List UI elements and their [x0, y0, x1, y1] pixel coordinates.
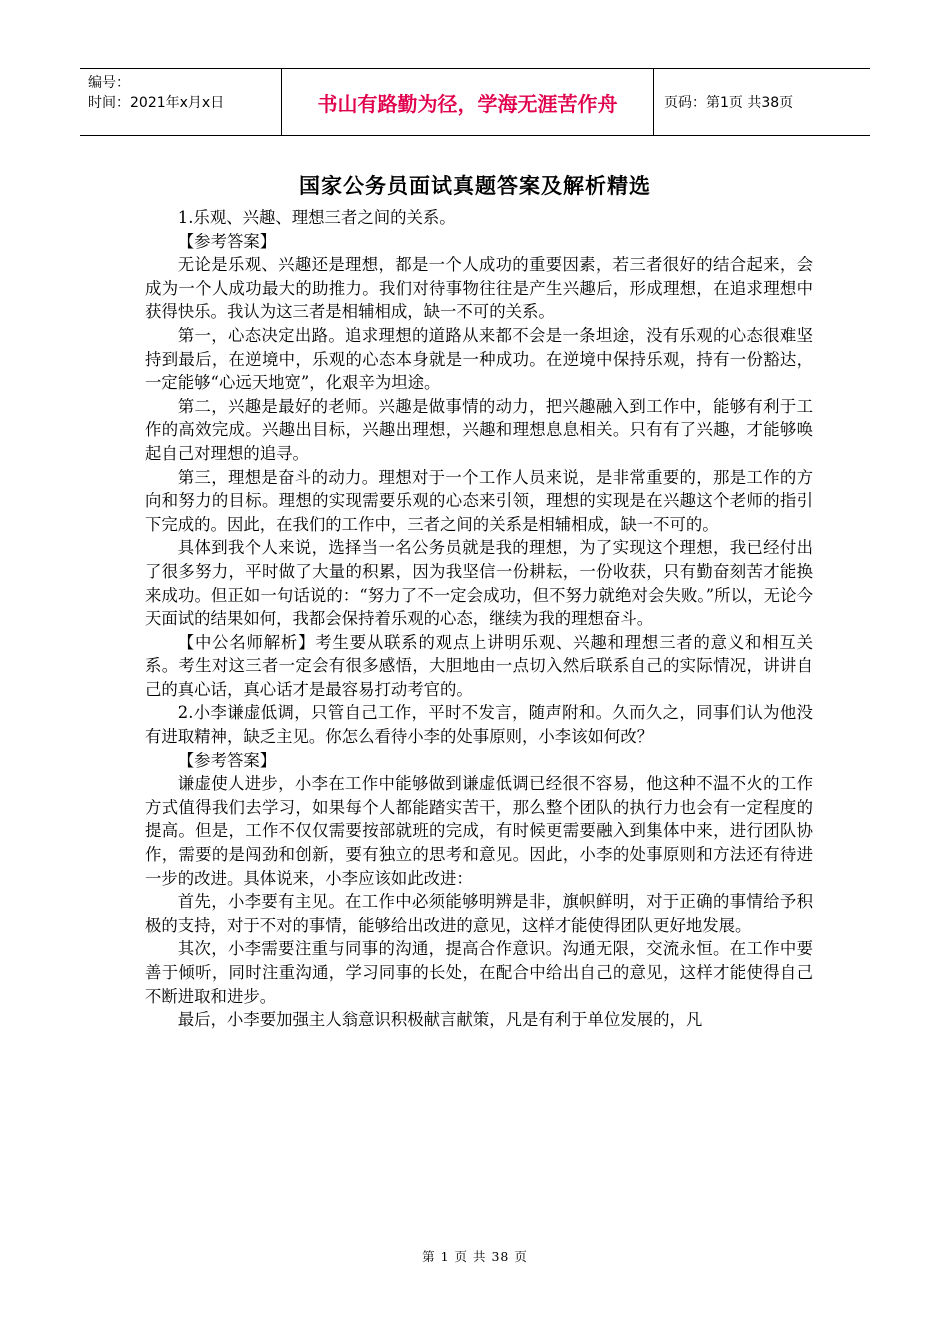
answer-paragraph: 第三，理想是奋斗的动力。理想对于一个工作人员来说，是非常重要的，那是工作的方向和努力的目标。理想的实现需要乐观的心态来引领，理想的实现是在兴趣这个老师的指引下完成的。因此，在我们的工作中，三者之间的关系是相辅相成，缺一不可的。 [145, 467, 813, 534]
document-title: 国家公务员面试真题答案及解析精选 [299, 174, 651, 198]
reference-answer-heading: 【参考答案】 [177, 750, 277, 770]
document-number-label: 编号： [88, 75, 130, 91]
answer-paragraph: 第二，兴趣是最好的老师。兴趣是做事情的动力，把兴趣融入到工作中，能够有利于工作的高效完成。兴趣出目标，兴趣出理想，兴趣和理想息息相关。只有有了兴趣，才能够唤起自己对理想的追寻。 [145, 396, 813, 463]
question-2: 2.小李谦虚低调，只管自己工作，平时不发言，随声附和。久而久之，同事们认为他没有进取精神，缺乏主见。你怎么看待小李的处事原则，小李该如何改？ [145, 703, 813, 747]
answer-paragraph: 第一，心态决定出路。追求理想的道路从来都不会是一条坦途，没有乐观的心态很难坚持到最后，在逆境中，乐观的心态本身就是一种成功。在逆境中保持乐观，持有一份豁达，一定能够“心远天地宽”，化艰辛为坦途。 [145, 325, 813, 393]
answer-paragraph: 首先，小李要有主见。在工作中必须能够明辨是非，旗帜鲜明，对于正确的事情给予积极的支持，对于不对的事情，能够给出改进的意见，这样才能使得团队更好地发展。 [145, 892, 813, 935]
page-footer: 第 1 页 共 38 页 [422, 1249, 528, 1264]
question-1: 1.乐观、兴趣、理想三者之间的关系。 [177, 208, 456, 227]
reference-answer-heading: 【参考答案】 [177, 231, 277, 251]
header-page-info: 页码：第1页 共38页 [664, 95, 794, 111]
header-motto: 书山有路勤为径，学海无涯苦作舟 [282, 69, 654, 135]
document-time-label: 时间：2021年x月x日 [88, 95, 225, 111]
answer-paragraph: 谦虚使人进步，小李在工作中能够做到谦虚低调已经很不容易，他这种不温不火的工作方式值得我们去学习，如果每个人都能踏实苦干，那么整个团队的执行力也会有一定程度的提高。但是，工作不仅仅需要按部就班的完成，有时候更需要融入到集体中来，进行团队协作，需要的是闯劲和创新，要有独立的思考和意见。因此，小李的处事原则和方法还有待进一步的改进。具体说来，小李应该如此改进： [145, 774, 813, 888]
answer-paragraph: 具体到我个人来说，选择当一名公务员就是我的理想，为了实现这个理想，我已经付出了很多努力，平时做了大量的积累，因为我坚信一份耕耘，一份收获，只有勤奋刻苦才能换来成功。但正如一句话说的：“努力了不一定会成功，但不努力就绝对会失败。”所以，无论今天面试的结果如何，我都会保持着乐观的心态，继续为我的理想奋斗。 [145, 538, 813, 629]
header-table [80, 68, 870, 136]
answer-paragraph: 其次，小李需要注重与同事的沟通，提高合作意识。沟通无限，交流永恒。在工作中要善于倾听，同时注重沟通，学习同事的长处，在配合中给出自己的意见，这样才能使得自己不断进取和进步。 [145, 939, 813, 1006]
document-body [145, 206, 813, 1032]
answer-paragraph: 无论是乐观、兴趣还是理想，都是一个人成功的重要因素，若三者很好的结合起来，会成为一个人成功最大的助推力。我们对待事物往往是产生兴趣后，形成理想，在追求理想中获得快乐。我认为这三者是相辅相成，缺一不可的关系。 [145, 255, 813, 322]
header-meta [80, 69, 282, 135]
analysis-paragraph: 【中公名师解析】考生要从联系的观点上讲明乐观、兴趣和理想三者的意义和相互关系。考生对这三者一定会有很多感悟，大胆地由一点切入然后联系自己的实际情况，讲讲自己的真心话，真心话才是最容易打动考官的。 [145, 632, 813, 699]
answer-paragraph: 最后，小李要加强主人翁意识积极献言献策，凡是有利于单位发展的，凡 [177, 1010, 703, 1030]
